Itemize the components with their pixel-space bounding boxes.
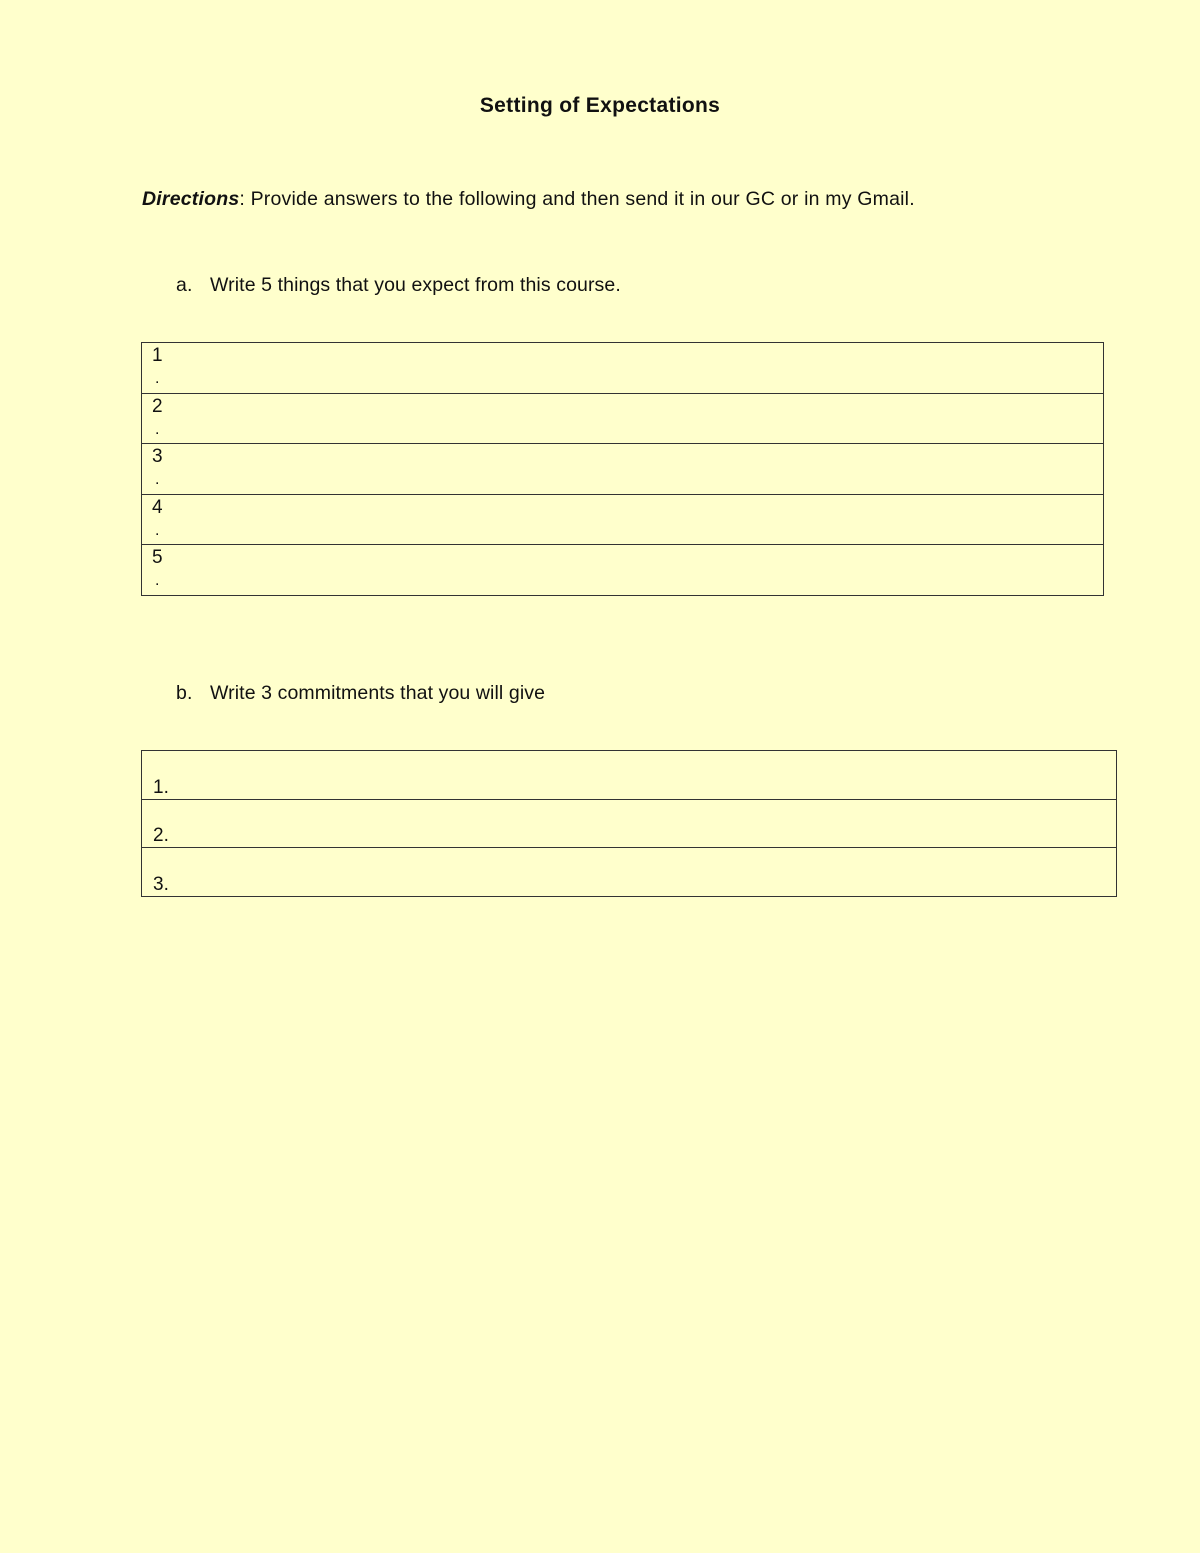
row-dot: . xyxy=(155,420,160,438)
row-number: 3 xyxy=(152,446,163,467)
expectation-row-5[interactable] xyxy=(142,545,1103,596)
page-title: Setting of Expectations xyxy=(479,94,721,117)
expectations-table xyxy=(141,342,1104,596)
prompt-expectations-text: Write 5 things that you expect from this course. xyxy=(210,274,621,296)
row-number: 3. xyxy=(153,873,169,895)
directions-label: Directions xyxy=(142,188,240,210)
expectation-row-4[interactable] xyxy=(142,495,1103,546)
commitments-table xyxy=(141,750,1117,897)
directions-text: : Provide answers to the following and then send it in our GC or in my Gmail. xyxy=(239,188,915,210)
row-number: 1 xyxy=(152,345,163,366)
row-dot: . xyxy=(155,471,160,488)
prompt-expectations xyxy=(176,274,621,297)
prompt-commitments xyxy=(176,682,545,705)
row-number: 2. xyxy=(153,825,169,846)
commitment-row-1[interactable] xyxy=(142,751,1116,800)
prompt-commitments-text: Write 3 commitments that you will give xyxy=(210,682,546,704)
row-number: 2 xyxy=(152,395,163,417)
list-marker-b: b. xyxy=(176,682,193,704)
row-number: 4 xyxy=(152,496,163,518)
commitment-row-2[interactable] xyxy=(142,800,1116,849)
row-dot: . xyxy=(155,521,160,539)
row-dot: . xyxy=(155,572,160,589)
expectation-row-3[interactable] xyxy=(142,444,1103,495)
row-dot: . xyxy=(155,370,160,387)
expectation-row-1[interactable] xyxy=(142,343,1103,394)
row-number: 5 xyxy=(152,547,163,568)
row-number: 1. xyxy=(153,776,169,798)
list-marker-a: a. xyxy=(176,274,193,296)
commitment-row-3[interactable] xyxy=(142,848,1116,897)
expectation-row-2[interactable] xyxy=(142,394,1103,445)
directions xyxy=(142,188,915,211)
